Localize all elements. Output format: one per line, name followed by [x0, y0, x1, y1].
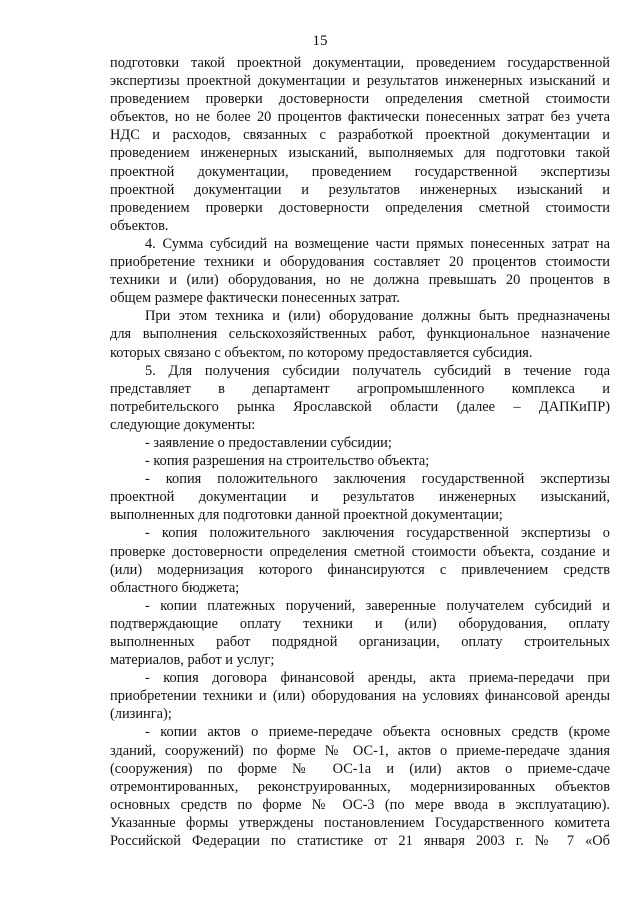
text-line: объектов. — [110, 217, 169, 234]
text-line: При этом техника и (или) оборудование должны быть предназначены — [145, 308, 610, 325]
text-line: - копия положительного заключения государственной экспертизы о — [145, 525, 610, 542]
text-line: зданий, сооружений) по форме № ОС-1, актов о приеме-передаче здания — [110, 742, 610, 759]
text-line: техники и (или) оборудования, но не должна превышать 20 процентов в — [110, 272, 610, 289]
paragraph — [110, 669, 610, 723]
text-line: выполненных для подготовки данной проектной документации; — [110, 507, 503, 524]
document-body — [110, 54, 610, 850]
text-line: приобретение техники и оборудования составляет 20 процентов стоимости — [110, 254, 610, 271]
text-line: материалов, работ и услуг; — [110, 652, 275, 669]
text-line: представляет в департамент агропромышленного комплекса и — [110, 380, 610, 397]
paragraph — [110, 452, 610, 470]
text-line: Российской Федерации по статистике от 21 января 2003 г. № 7 «Об — [110, 833, 610, 850]
text-line: выполненных работ подрядной организации, оплату строительных — [110, 634, 610, 650]
paragraph — [110, 54, 610, 235]
text-line: - копии актов о приеме-передаче объекта основных средств (кроме — [145, 724, 610, 741]
text-line: областного бюджета; — [110, 579, 240, 596]
text-line: Указанные формы утверждены постановлением Государственного комитета — [110, 814, 610, 831]
text-line: проверке достоверности определения сметной стоимости объекта, создание и — [110, 543, 610, 560]
text-line: - копия положительного заключения государственной экспертизы — [145, 471, 610, 488]
text-line: (или) модернизация которого финансируются с привлечением средств — [110, 561, 610, 578]
text-line: проектной документации и результатов инженерных изысканий и — [110, 181, 610, 198]
text-line: отремонтированных, реконструированных, модернизированных объектов — [110, 778, 610, 795]
text-line: которых связано с объектом, по которому предоставляется субсидия. — [110, 344, 533, 361]
text-line: 5. Для получения субсидии получатель субсидий в течение года — [145, 362, 610, 379]
text-line: для выполнения сельскохозяйственных работ, функциональное назначение — [110, 326, 610, 343]
text-line: подготовки такой проектной документации, проведением государственной — [110, 55, 610, 71]
paragraph — [110, 470, 610, 524]
text-line: экспертизы проектной документации и результатов инженерных изысканий и — [110, 73, 610, 90]
text-line: 4. Сумма субсидий на возмещение части прямых понесенных затрат на — [145, 235, 610, 252]
text-line: приобретении техники и (или) оборудования на условиях финансовой аренды — [110, 688, 610, 705]
text-line: проведением проверки достоверности определения сметной стоимости — [110, 91, 610, 108]
paragraph — [110, 434, 610, 452]
text-line: - копия разрешения на строительство объекта; — [145, 453, 430, 470]
text-line: объектов, но не более 20 процентов фактически понесенных затрат без учета — [110, 109, 610, 126]
text-line: следующие документы: — [110, 416, 256, 433]
text-line: основных средств по форме № ОС-3 (по мере ввода в эксплуатацию). — [110, 796, 610, 813]
text-line: НДС и расходов, связанных с разработкой проектной документации и — [110, 127, 610, 144]
text-line: (сооружения) по форме № ОС-1а и (или) актов о приеме-сдаче — [110, 760, 610, 777]
text-line: проектной документации и результатов инженерных изысканий, — [110, 489, 610, 506]
paragraph — [110, 235, 610, 307]
text-line: проведением проверки достоверности определения сметной стоимости — [110, 199, 610, 216]
text-line: - заявление о предоставлении субсидии; — [145, 434, 392, 451]
text-line: проектной документации, проведением государственной экспертизы — [110, 163, 610, 180]
paragraph — [110, 307, 610, 361]
paragraph — [110, 597, 610, 669]
paragraph — [110, 723, 610, 850]
text-line: (лизинга); — [110, 706, 172, 723]
text-line: подтверждающие оплату техники и (или) оборудования, оплату — [110, 615, 610, 632]
text-line: - копии платежных поручений, заверенные получателем субсидий и — [145, 597, 610, 614]
text-line: потребительского рынка Ярославской области (далее – ДАПКиПР) — [110, 398, 610, 415]
text-line: проведением инженерных изысканий, выполняемых для подготовки такой — [110, 145, 610, 162]
paragraph — [110, 524, 610, 596]
paragraph — [110, 362, 610, 434]
page-number: 15 — [312, 33, 328, 49]
text-line: - копия договора финансовой аренды, акта приема-передачи при — [145, 670, 610, 687]
text-line: общем размере фактически понесенных затрат. — [110, 290, 400, 307]
